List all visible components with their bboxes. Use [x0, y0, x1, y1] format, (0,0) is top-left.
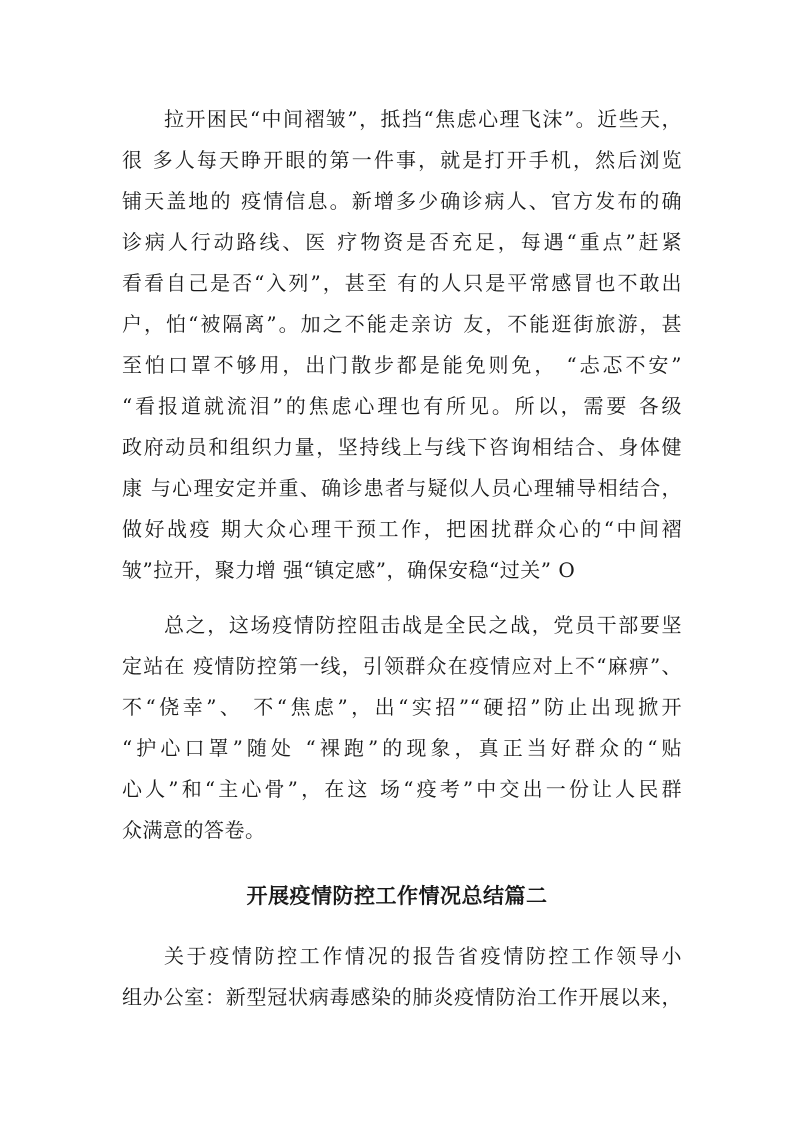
section-heading: 开展疫情防控工作情况总结篇二 — [246, 884, 548, 908]
text-line: 总之，这场疫情防控阻击战是全民之战，党员干部要坚 — [164, 613, 682, 637]
text-line: 康 与心理安定并重、确诊患者与疑似人员心理辅导相结合， — [122, 476, 682, 500]
text-line: “看报道就流泪”的焦虑心理也有所见。所以，需要 各级 — [122, 394, 682, 418]
text-line: “护心口罩”随处 “裸跑”的现象，真正当好群众的“贴 — [122, 736, 682, 760]
text-line: 皱”拉开，聚力增 强“镇定感”，确保安稳“过关” O — [122, 558, 576, 582]
text-line: 定站在 疫情防控第一线，引领群众在疫情应对上不“麻痹”、 — [122, 654, 682, 678]
text-line: 政府动员和组织力量，坚持线上与线下咨询相结合、身体健 — [122, 435, 682, 459]
text-line: 铺天盖地的 疫情信息。新增多少确诊病人、官方发布的确 — [122, 189, 682, 213]
text-line: 看看自己是否“入列”，甚至 有的人只是平常感冒也不敢出 — [122, 271, 682, 295]
text-line: 诊病人行动路线、医 疗物资是否充足，每遇“重点”赶紧 — [122, 230, 682, 254]
text-line: 做好战疫 期大众心理干预工作，把困扰群众心的“中间褶 — [122, 517, 682, 541]
text-line: 关于疫情防控工作情况的报告省疫情防控工作领导小 — [164, 944, 682, 968]
text-line: 很 多人每天睁开眼的第一件事，就是打开手机，然后浏览 — [122, 148, 682, 172]
text-line: 不“侥幸”、 不“焦虑”，出“实招”“硬招”防止出现掀开 — [122, 695, 682, 719]
text-line: 户，怕“被隔离”。加之不能走亲访 友，不能逛街旅游，甚 — [122, 312, 682, 336]
text-line: 众满意的答卷。 — [122, 818, 266, 842]
text-line: 组办公室：新型冠状病毒感染的肺炎疫情防治工作开展以来， — [122, 985, 682, 1009]
text-line: 至怕口罩不够用，出门散步都是能免则免， “忐忑不安” — [122, 353, 682, 377]
text-line: 心人”和“主心骨”，在这 场“疫考”中交出一份让人民群 — [122, 777, 682, 801]
text-line: 拉开困民“中间褶皱”，抵挡“焦虑心理飞沫”。近些天， — [164, 107, 682, 131]
